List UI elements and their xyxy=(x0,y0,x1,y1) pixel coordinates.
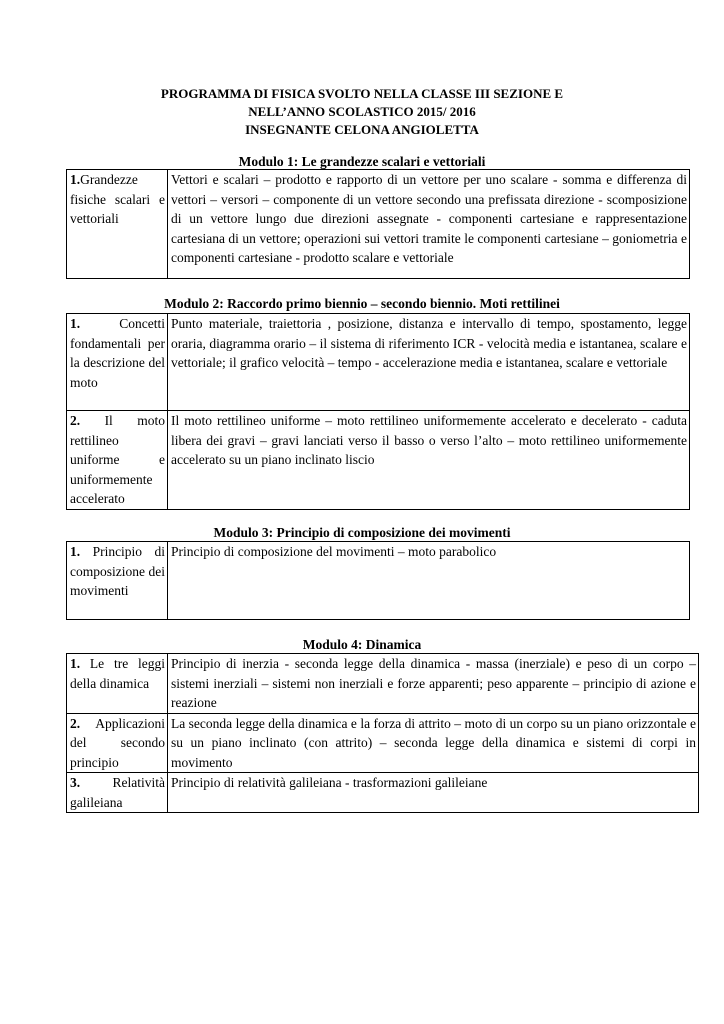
row-label xyxy=(67,542,168,620)
module-2-title: Modulo 2: Raccordo primo biennio – secondo biennio. Moti rettilinei xyxy=(164,296,560,311)
row-label xyxy=(67,773,168,813)
row-label xyxy=(67,314,168,411)
row-number: 1. xyxy=(70,656,81,671)
row-number: 3. xyxy=(70,775,81,790)
module-2-table xyxy=(66,313,690,510)
row-label-text: Concetti fondamentali per la descrizione del moto xyxy=(70,316,165,390)
row-content: La seconda legge della dinamica e la forza di attrito – moto di un corpo su un piano orizzontale e su un piano inclinato (con attrito) – seconda legge della dinamica e sistemi di corpi in movimento xyxy=(168,713,699,773)
module-3-table xyxy=(66,541,690,620)
module-3-title: Modulo 3: Principio di composizione dei movimenti xyxy=(213,525,511,540)
row-label xyxy=(67,411,168,510)
table-row xyxy=(67,713,699,773)
module-4-table xyxy=(66,653,699,813)
row-label-text: Applicazioni del secondo principio xyxy=(70,715,165,770)
row-label-text: Le tre leggi della dinamica xyxy=(70,656,165,691)
row-label-line xyxy=(70,773,165,793)
header-year-line: NELL’ANNO SCOLASTICO 2015/ 2016 xyxy=(248,104,476,119)
module-1-title: Modulo 1: Le grandezze scalari e vettoriali xyxy=(238,154,486,169)
table-row xyxy=(67,170,690,279)
row-label-text: Il moto rettilineo uniforme e uniformemente accelerato xyxy=(70,413,165,506)
module-1-table xyxy=(66,169,690,279)
row-label xyxy=(67,713,168,773)
row-content: Vettori e scalari – prodotto e rapporto di un vettore per uno scalare - somma e differenza di vettori – versori – componente di un vettore secondo una prefissata direzione - scomposizione di un vettore lungo due direzioni assegnate - componenti cartesiane e rappresentazione cartesiana di un vettore; operazioni sui vettori tramite le componenti cartesiane – goniometria e componenti cartesiane - prodotto scalare e vettoriale xyxy=(168,170,690,279)
row-number: 2. xyxy=(70,715,81,731)
row-number: 1. xyxy=(70,544,81,559)
row-content: Principio di relatività galileiana - trasformazioni galileiane xyxy=(168,773,699,813)
row-content: Punto materiale, traiettoria , posizione, distanza e intervallo di tempo, spostamento, legge oraria, diagramma orario – il sistema di riferimento ICR - velocità media e istantanea, scalare e vettoriale; il grafico velocità – tempo - accelerazione media e istantanea, scalare e vettoriale xyxy=(168,314,690,411)
row-label-text: Principio di composizione dei movimenti xyxy=(70,544,165,598)
row-content: Il moto rettilineo uniforme – moto rettilineo uniformemente accelerato e decelerato - caduta libera dei gravi – gravi lanciati verso il basso o verso l’alto – moto rettilineo uniformemente accelerato su un piano inclinato liscio xyxy=(168,411,690,510)
header-teacher-line: INSEGNANTE CELONA ANGIOLETTA xyxy=(245,122,479,137)
table-row xyxy=(67,773,699,813)
table-row xyxy=(67,542,690,620)
row-number: 1. xyxy=(70,172,81,187)
table-row xyxy=(67,411,690,510)
document-header xyxy=(0,85,724,139)
row-label-text: Grandezze fisiche scalari e vettoriali xyxy=(70,172,165,226)
table-row xyxy=(67,314,690,411)
module-4-title: Modulo 4: Dinamica xyxy=(302,637,422,652)
row-label xyxy=(67,170,168,279)
row-content: Principio di composizione del movimenti – moto parabolico xyxy=(168,542,690,620)
header-title-line: PROGRAMMA DI FISICA SVOLTO NELLA CLASSE III SEZIONE E xyxy=(160,86,564,101)
row-number: 1. xyxy=(70,316,81,331)
row-content: Principio di inerzia - seconda legge della dinamica - massa (inerziale) e peso di un corpo – sistemi inerziali – sistemi non inerziali e forze apparenti; peso apparente – principio di azione e reazione xyxy=(168,654,699,714)
row-label-text-second: galileiana xyxy=(70,794,123,810)
table-row xyxy=(67,654,699,714)
row-label xyxy=(67,654,168,714)
row-label-text: Relatività xyxy=(112,775,165,790)
row-number: 2. xyxy=(70,413,81,428)
